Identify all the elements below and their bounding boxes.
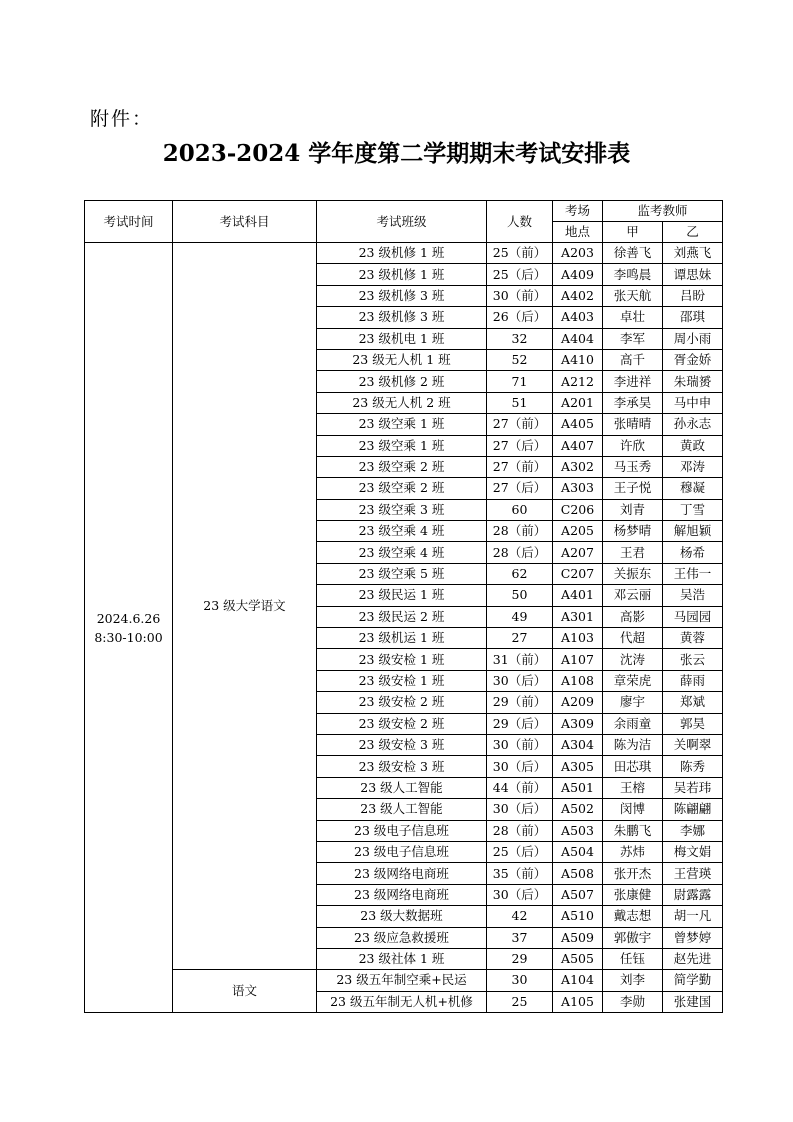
proctor-b-cell: 马园园	[663, 606, 723, 627]
proctor-a-cell: 高千	[603, 349, 663, 370]
proctor-b-cell: 薛雨	[663, 670, 723, 691]
proctor-b-cell: 吕盼	[663, 285, 723, 306]
class-cell: 23 级空乘 3 班	[317, 499, 487, 520]
proctor-b-cell: 吴浩	[663, 585, 723, 606]
proctor-a-cell: 郭傲宇	[603, 927, 663, 948]
proctor-a-cell: 刘李	[603, 970, 663, 991]
class-cell: 23 级民运 2 班	[317, 606, 487, 627]
class-cell: 23 级空乘 1 班	[317, 414, 487, 435]
proctor-a-cell: 张康健	[603, 884, 663, 905]
proctor-a-cell: 代超	[603, 628, 663, 649]
count-cell: 30（后）	[487, 670, 553, 691]
proctor-b-cell: 郑斌	[663, 692, 723, 713]
proctor-b-cell: 曾梦婷	[663, 927, 723, 948]
proctor-a-cell: 卓壮	[603, 307, 663, 328]
class-cell: 23 级机修 1 班	[317, 264, 487, 285]
proctor-b-cell: 孙永志	[663, 414, 723, 435]
room-cell: A507	[553, 884, 603, 905]
proctor-a-cell: 闵博	[603, 799, 663, 820]
room-cell: A203	[553, 243, 603, 264]
room-cell: A104	[553, 970, 603, 991]
room-cell: A410	[553, 349, 603, 370]
proctor-b-cell: 邵琪	[663, 307, 723, 328]
class-cell: 23 级空乘 2 班	[317, 478, 487, 499]
proctor-a-cell: 王君	[603, 542, 663, 563]
room-cell: A209	[553, 692, 603, 713]
class-cell: 23 级人工智能	[317, 777, 487, 798]
header-proctors: 监考教师	[603, 201, 723, 222]
count-cell: 28（后）	[487, 542, 553, 563]
class-cell: 23 级电子信息班	[317, 841, 487, 862]
count-cell: 29（前）	[487, 692, 553, 713]
proctor-b-cell: 简学勤	[663, 970, 723, 991]
class-cell: 23 级机修 1 班	[317, 243, 487, 264]
room-cell: A402	[553, 285, 603, 306]
proctor-b-cell: 关啊翠	[663, 734, 723, 755]
proctor-b-cell: 丁雪	[663, 499, 723, 520]
proctor-a-cell: 李承昊	[603, 392, 663, 413]
header-exam-subject: 考试科目	[173, 201, 317, 243]
count-cell: 29	[487, 948, 553, 969]
count-cell: 30（后）	[487, 756, 553, 777]
proctor-a-cell: 苏炜	[603, 841, 663, 862]
exam-hours: 8:30-10:00	[94, 629, 163, 645]
proctor-b-cell: 胡一凡	[663, 906, 723, 927]
count-cell: 42	[487, 906, 553, 927]
proctor-b-cell: 黄政	[663, 435, 723, 456]
room-cell: A502	[553, 799, 603, 820]
count-cell: 28（前）	[487, 521, 553, 542]
count-cell: 44（前）	[487, 777, 553, 798]
table-row	[85, 243, 723, 264]
proctor-b-cell: 尉露露	[663, 884, 723, 905]
room-cell: A103	[553, 628, 603, 649]
count-cell: 35（前）	[487, 863, 553, 884]
room-cell: A305	[553, 756, 603, 777]
schedule-body	[85, 243, 723, 1013]
table-row	[85, 970, 723, 991]
proctor-b-cell: 王营瑛	[663, 863, 723, 884]
class-cell: 23 级空乘 5 班	[317, 563, 487, 584]
room-cell: A505	[553, 948, 603, 969]
proctor-b-cell: 穆凝	[663, 478, 723, 499]
class-cell: 23 级无人机 1 班	[317, 349, 487, 370]
header-room-line2: 地点	[553, 222, 603, 243]
room-cell: A105	[553, 991, 603, 1012]
count-cell: 60	[487, 499, 553, 520]
count-cell: 37	[487, 927, 553, 948]
proctor-a-cell: 任钰	[603, 948, 663, 969]
proctor-b-cell: 胥金娇	[663, 349, 723, 370]
proctor-b-cell: 王伟一	[663, 563, 723, 584]
room-cell: A509	[553, 927, 603, 948]
proctor-a-cell: 朱鹏飞	[603, 820, 663, 841]
room-cell: C206	[553, 499, 603, 520]
subject-cell: 23 级大学语文	[173, 243, 317, 970]
proctor-a-cell: 许欣	[603, 435, 663, 456]
count-cell: 27（后）	[487, 435, 553, 456]
proctor-a-cell: 王子悦	[603, 478, 663, 499]
proctor-a-cell: 刘青	[603, 499, 663, 520]
room-cell: C207	[553, 563, 603, 584]
class-cell: 23 级安检 2 班	[317, 692, 487, 713]
class-cell: 23 级民运 1 班	[317, 585, 487, 606]
class-cell: 23 级五年制无人机+机修	[317, 991, 487, 1012]
count-cell: 25（后）	[487, 264, 553, 285]
proctor-a-cell: 王榕	[603, 777, 663, 798]
proctor-b-cell: 刘燕飞	[663, 243, 723, 264]
exam-date: 2024.6.26	[96, 610, 161, 626]
proctor-a-cell: 张天航	[603, 285, 663, 306]
proctor-b-cell: 梅文娟	[663, 841, 723, 862]
proctor-a-cell: 章荣虎	[603, 670, 663, 691]
room-cell: A309	[553, 713, 603, 734]
proctor-a-cell: 戴志想	[603, 906, 663, 927]
count-cell: 30	[487, 970, 553, 991]
header-exam-class: 考试班级	[317, 201, 487, 243]
class-cell: 23 级机修 2 班	[317, 371, 487, 392]
proctor-b-cell: 黄蓉	[663, 628, 723, 649]
header-exam-time: 考试时间	[85, 201, 173, 243]
count-cell: 50	[487, 585, 553, 606]
proctor-a-cell: 关振东	[603, 563, 663, 584]
class-cell: 23 级机修 3 班	[317, 285, 487, 306]
class-cell: 23 级安检 1 班	[317, 670, 487, 691]
room-cell: A212	[553, 371, 603, 392]
room-cell: A205	[553, 521, 603, 542]
proctor-b-cell: 周小雨	[663, 328, 723, 349]
count-cell: 28（前）	[487, 820, 553, 841]
class-cell: 23 级安检 2 班	[317, 713, 487, 734]
proctor-a-cell: 杨梦晴	[603, 521, 663, 542]
subject-cell: 语文	[173, 970, 317, 1013]
room-cell: A207	[553, 542, 603, 563]
page-title: 2023-2024 学年度第二学期期末考试安排表	[162, 140, 631, 167]
proctor-a-cell: 邓云丽	[603, 585, 663, 606]
proctor-a-cell: 廖宇	[603, 692, 663, 713]
proctor-a-cell: 沈涛	[603, 649, 663, 670]
proctor-b-cell: 赵先进	[663, 948, 723, 969]
proctor-b-cell: 邓涛	[663, 456, 723, 477]
proctor-a-cell: 李军	[603, 328, 663, 349]
header-proctor-a: 甲	[603, 222, 663, 243]
class-cell: 23 级电子信息班	[317, 820, 487, 841]
room-cell: A504	[553, 841, 603, 862]
proctor-b-cell: 张云	[663, 649, 723, 670]
class-cell: 23 级安检 3 班	[317, 734, 487, 755]
class-cell: 23 级机运 1 班	[317, 628, 487, 649]
count-cell: 62	[487, 563, 553, 584]
proctor-a-cell: 张晴晴	[603, 414, 663, 435]
count-cell: 52	[487, 349, 553, 370]
header-room-line1: 考场	[553, 201, 603, 222]
proctor-b-cell: 张建国	[663, 991, 723, 1012]
room-cell: A302	[553, 456, 603, 477]
class-cell: 23 级网络电商班	[317, 863, 487, 884]
proctor-b-cell: 陈秀	[663, 756, 723, 777]
class-cell: 23 级安检 1 班	[317, 649, 487, 670]
attachment-label: 附件：	[90, 108, 154, 130]
count-cell: 25（后）	[487, 841, 553, 862]
count-cell: 25	[487, 991, 553, 1012]
class-cell: 23 级无人机 2 班	[317, 392, 487, 413]
count-cell: 30（后）	[487, 884, 553, 905]
count-cell: 26（后）	[487, 307, 553, 328]
proctor-a-cell: 李进祥	[603, 371, 663, 392]
room-cell: A503	[553, 820, 603, 841]
proctor-a-cell: 马玉秀	[603, 456, 663, 477]
proctor-b-cell: 郭昊	[663, 713, 723, 734]
room-cell: A301	[553, 606, 603, 627]
room-cell: A303	[553, 478, 603, 499]
class-cell: 23 级人工智能	[317, 799, 487, 820]
proctor-a-cell: 徐善飞	[603, 243, 663, 264]
count-cell: 27（前）	[487, 456, 553, 477]
room-cell: A401	[553, 585, 603, 606]
room-cell: A405	[553, 414, 603, 435]
room-cell: A304	[553, 734, 603, 755]
room-cell: A501	[553, 777, 603, 798]
proctor-b-cell: 谭思妹	[663, 264, 723, 285]
count-cell: 71	[487, 371, 553, 392]
class-cell: 23 级空乘 2 班	[317, 456, 487, 477]
room-cell: A510	[553, 906, 603, 927]
proctor-b-cell: 李娜	[663, 820, 723, 841]
count-cell: 29（后）	[487, 713, 553, 734]
class-cell: 23 级空乘 4 班	[317, 521, 487, 542]
proctor-b-cell: 解旭颖	[663, 521, 723, 542]
proctor-b-cell: 吴若玮	[663, 777, 723, 798]
count-cell: 30（前）	[487, 285, 553, 306]
count-cell: 30（后）	[487, 799, 553, 820]
header-student-count: 人数	[487, 201, 553, 243]
count-cell: 30（前）	[487, 734, 553, 755]
count-cell: 49	[487, 606, 553, 627]
proctor-a-cell: 李勋	[603, 991, 663, 1012]
proctor-b-cell: 马中申	[663, 392, 723, 413]
count-cell: 51	[487, 392, 553, 413]
proctor-a-cell: 高影	[603, 606, 663, 627]
class-cell: 23 级空乘 1 班	[317, 435, 487, 456]
room-cell: A407	[553, 435, 603, 456]
room-cell: A508	[553, 863, 603, 884]
proctor-b-cell: 朱瑞赟	[663, 371, 723, 392]
room-cell: A201	[553, 392, 603, 413]
room-cell: A403	[553, 307, 603, 328]
class-cell: 23 级安检 3 班	[317, 756, 487, 777]
count-cell: 27（前）	[487, 414, 553, 435]
room-cell: A404	[553, 328, 603, 349]
class-cell: 23 级应急救援班	[317, 927, 487, 948]
proctor-a-cell: 陈为洁	[603, 734, 663, 755]
proctor-b-cell: 杨希	[663, 542, 723, 563]
exam-time-cell	[85, 243, 173, 1013]
room-cell: A409	[553, 264, 603, 285]
class-cell: 23 级空乘 4 班	[317, 542, 487, 563]
class-cell: 23 级社体 1 班	[317, 948, 487, 969]
count-cell: 27	[487, 628, 553, 649]
proctor-a-cell: 余雨童	[603, 713, 663, 734]
count-cell: 31（前）	[487, 649, 553, 670]
class-cell: 23 级大数据班	[317, 906, 487, 927]
room-cell: A107	[553, 649, 603, 670]
count-cell: 32	[487, 328, 553, 349]
count-cell: 27（后）	[487, 478, 553, 499]
class-cell: 23 级网络电商班	[317, 884, 487, 905]
class-cell: 23 级机修 3 班	[317, 307, 487, 328]
class-cell: 23 级机电 1 班	[317, 328, 487, 349]
header-proctor-b: 乙	[663, 222, 723, 243]
proctor-b-cell: 陈翩翩	[663, 799, 723, 820]
proctor-a-cell: 张开杰	[603, 863, 663, 884]
class-cell: 23 级五年制空乘+民运	[317, 970, 487, 991]
room-cell: A108	[553, 670, 603, 691]
proctor-a-cell: 李鸣晨	[603, 264, 663, 285]
count-cell: 25（前）	[487, 243, 553, 264]
proctor-a-cell: 田芯琪	[603, 756, 663, 777]
exam-schedule-table	[84, 200, 723, 1013]
